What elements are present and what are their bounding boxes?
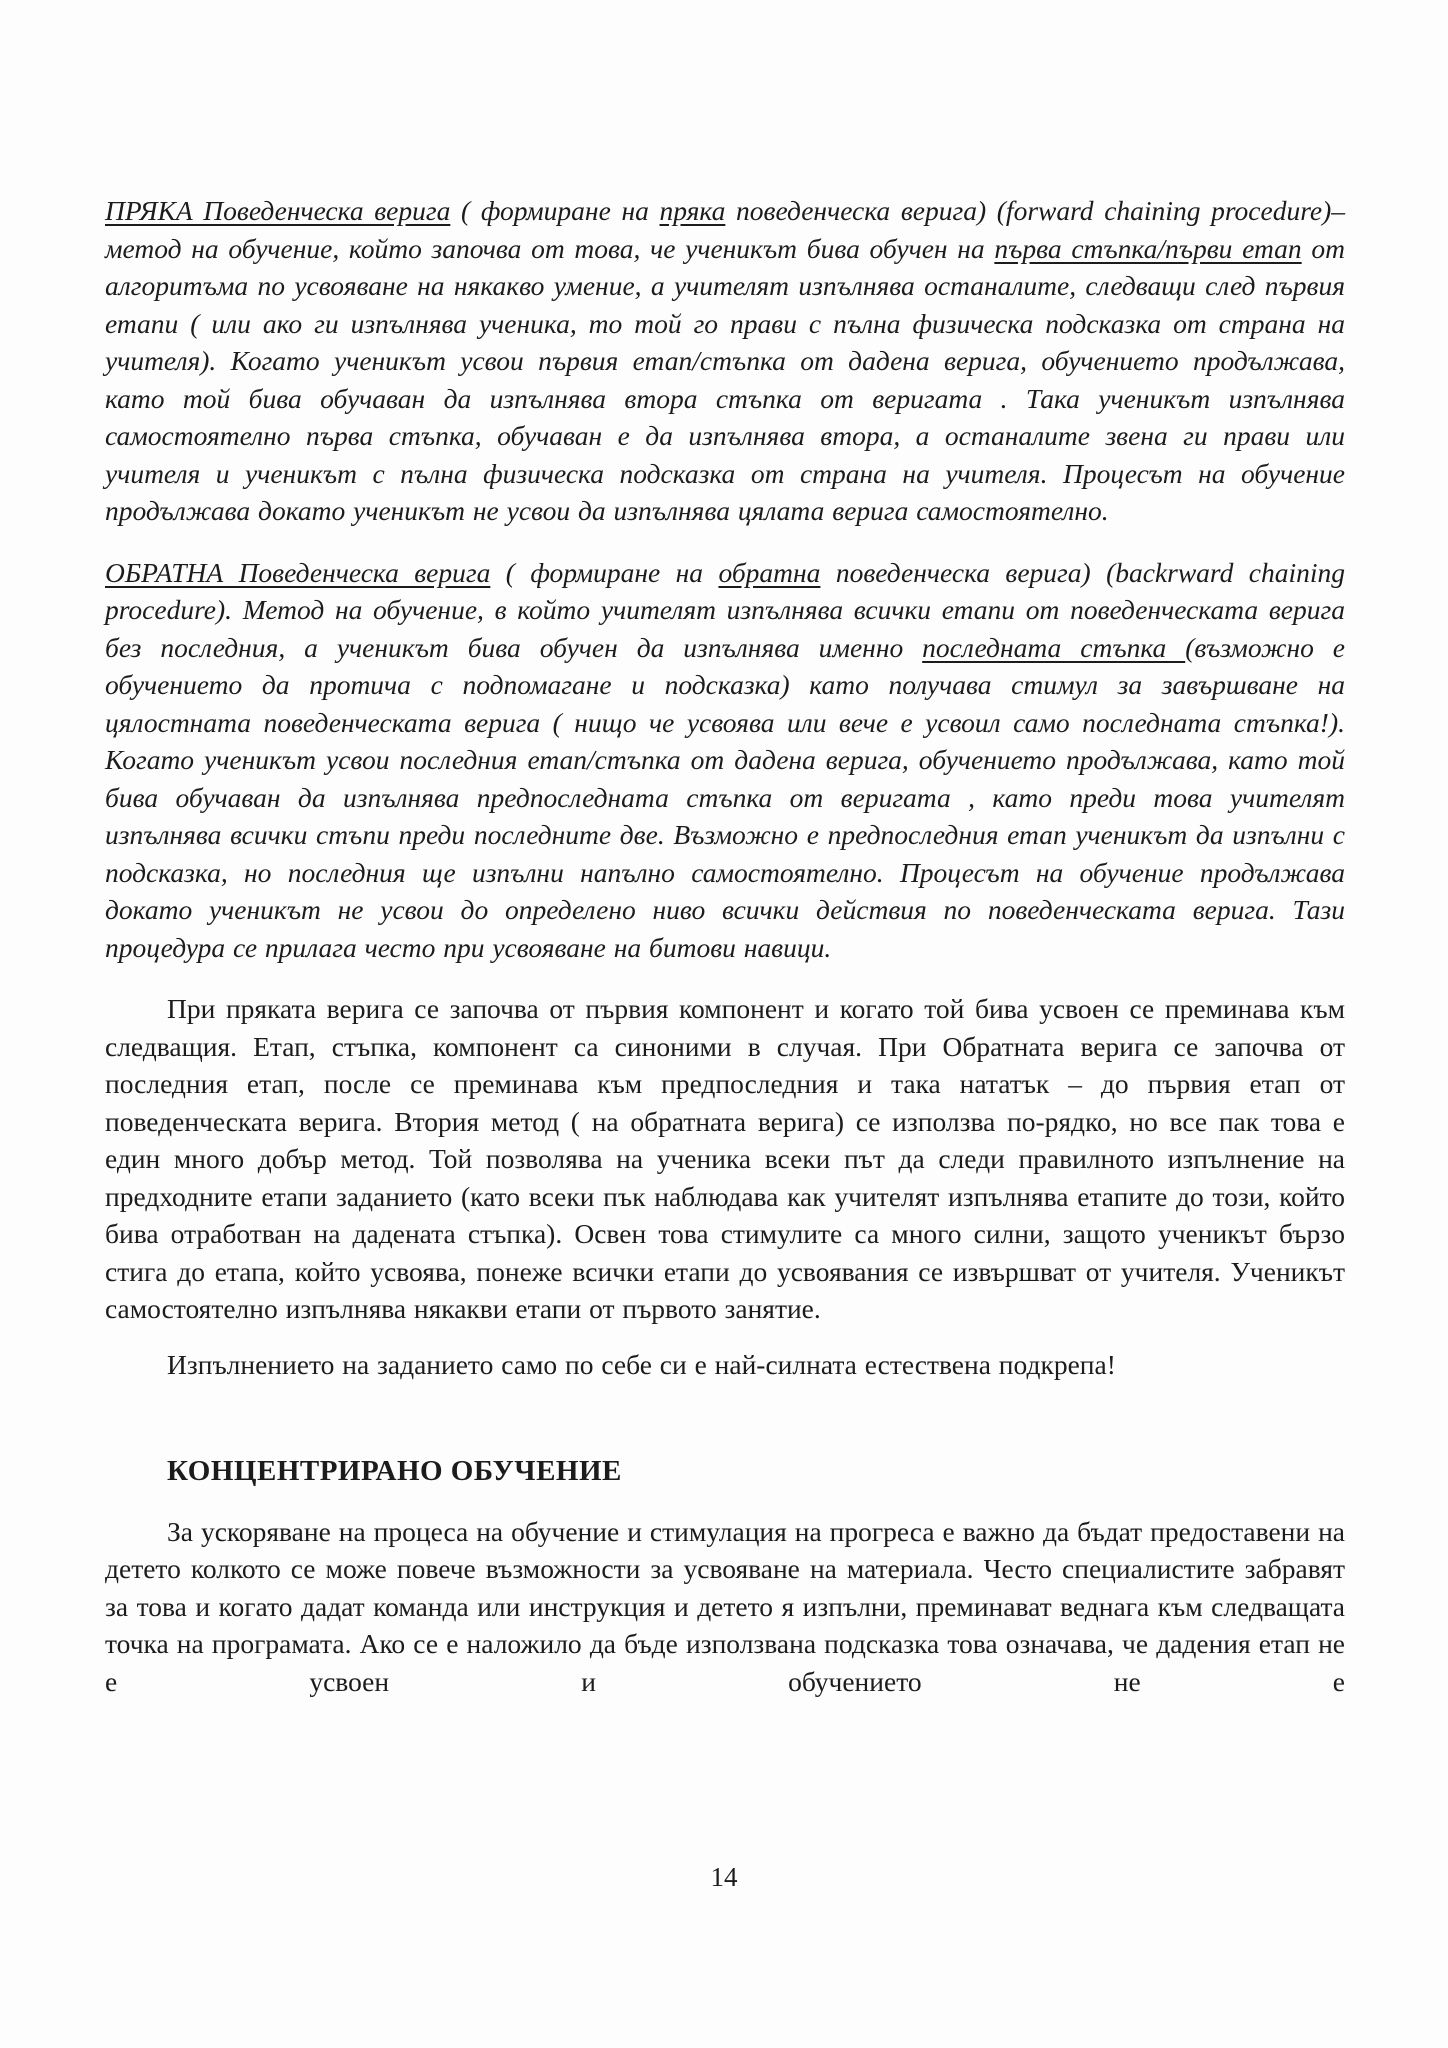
text-column bbox=[105, 192, 1345, 1724]
underlined-text-run: пряка bbox=[659, 195, 726, 226]
underlined-text-run: обратна bbox=[718, 556, 821, 588]
paragraph-forward-chaining bbox=[105, 192, 1345, 530]
text-run: Изпълнението на заданието само по себе си е най-силната естествена подкрепа! bbox=[167, 1348, 1116, 1380]
text-run: от алгоритъма по усвояване на някакво умение, а учителят изпълнява останалите, следващи след първия етапи ( или ако ги изпълнява ученика, то той го прави с пълна физическа подсказка от страна на учителя). Когато ученикът усвои първия етап/стъпка от дадена верига, обучението продължава, като той бива обучаван да изпълнява втора стъпка от веригата . Така ученикът изпълнява самостоятелно първа стъпка, обучаван е да изпълнява втора, а останалите звена ги прави или учителя и ученикът с пълна физическа подсказка от страна на учителя. Процесът на обучение продължава докато ученикът не усвои да изпълнява цялата верига самостоятелно. bbox=[105, 232, 1345, 526]
text-run: ( формиране на bbox=[490, 556, 719, 588]
paragraph-natural-reinforcement bbox=[105, 1346, 1345, 1384]
text-run: поведенческа верига) (forward chaining procedure)– метод на обучение, който започва от това, че ученикът бива обучен на bbox=[105, 195, 1345, 264]
paragraph-chaining-comparison bbox=[105, 990, 1345, 1328]
text-run: За ускоряване на процеса на обучение и стимулация на прогреса е важно да бъдат предоставени на детето колкото се може повече възможности за усвояване на материала. Често специалистите забравят за това и когато дадат команда или инструкция и детето я изпълни, преминават веднага към следващата точка на програмата. Ако се е наложило да бъде използвана подсказка това означава, че дадения етап не е усвоен и обучението не е bbox=[105, 1515, 1345, 1697]
text-run: ( формиране на bbox=[450, 195, 660, 226]
text-run: При пряката верига се започва от първия компонент и когато той бива усвоен се преминава към следващия. Етап, стъпка, компонент са синоними в случая. При Обратната верига се започва от последния етап, после се преминава към предпоследния и така нататък – до първия етап от поведенческата верига. Втория метод ( на обратната верига) се използва по-рядко, но все пак това е един много добър метод. Той позволява на ученика всеки път да следи правилното изпълнение на предходните етапи заданието (като всеки пък наблюдава как учителят изпълнява етапите до този, който бива отработван на дадената стъпка). Освен това стимулите са много силни, защото ученикът бързо стига до етапа, който усвоява, понеже всички етапи до усвоявания се извършват от учителя. Ученикът самостоятелно изпълнява някакви етапи от първото занятие. bbox=[105, 993, 1345, 1324]
paragraph-concentrated-training bbox=[105, 1513, 1345, 1701]
underlined-text-run: последната стъпка bbox=[922, 631, 1186, 663]
underlined-text-run: ОБРАТНА Поведенческа верига bbox=[105, 556, 491, 588]
paragraph-backward-chaining bbox=[105, 554, 1345, 967]
underlined-text-run: ПРЯКА Поведенческа верига bbox=[105, 195, 451, 226]
text-run: (възможно е обучението да протича с подпомагане и подсказка) като получава стимул за завършване на цялостната поведенческата верига ( нищо че усвоява или вече е усвоил само последната стъпка!). Когато ученикът усвои последния етап/стъпка от дадена верига, обучението продължава, като той бива обучаван да изпълнява предпоследната стъпка от веригата , като преди това учителят изпълнява всички стъпи преди последните две. Възможно е предпоследния етап ученикът да изпълни с подсказка, но последния ще изпълни напълно самостоятелно. Процесът на обучение продължава докато ученикът не усвои до определено ниво всички действия по поведенческата верига. Тази процедура се прилага често при усвояване на битови навици. bbox=[105, 631, 1346, 963]
page-number: 14 bbox=[710, 1862, 738, 1892]
text-run: поведенческа верига) (backrward chaining procedure). Метод на обучение, в който учителят изпълнява всички етапи от поведенческата верига без последния, а ученикът бива обучен да изпълнява именно bbox=[105, 556, 1345, 663]
underlined-text-run: първа стъпка/първи етап bbox=[994, 232, 1302, 264]
section-heading: КОНЦЕНТРИРАНО ОБУЧЕНИЕ bbox=[167, 1455, 622, 1487]
